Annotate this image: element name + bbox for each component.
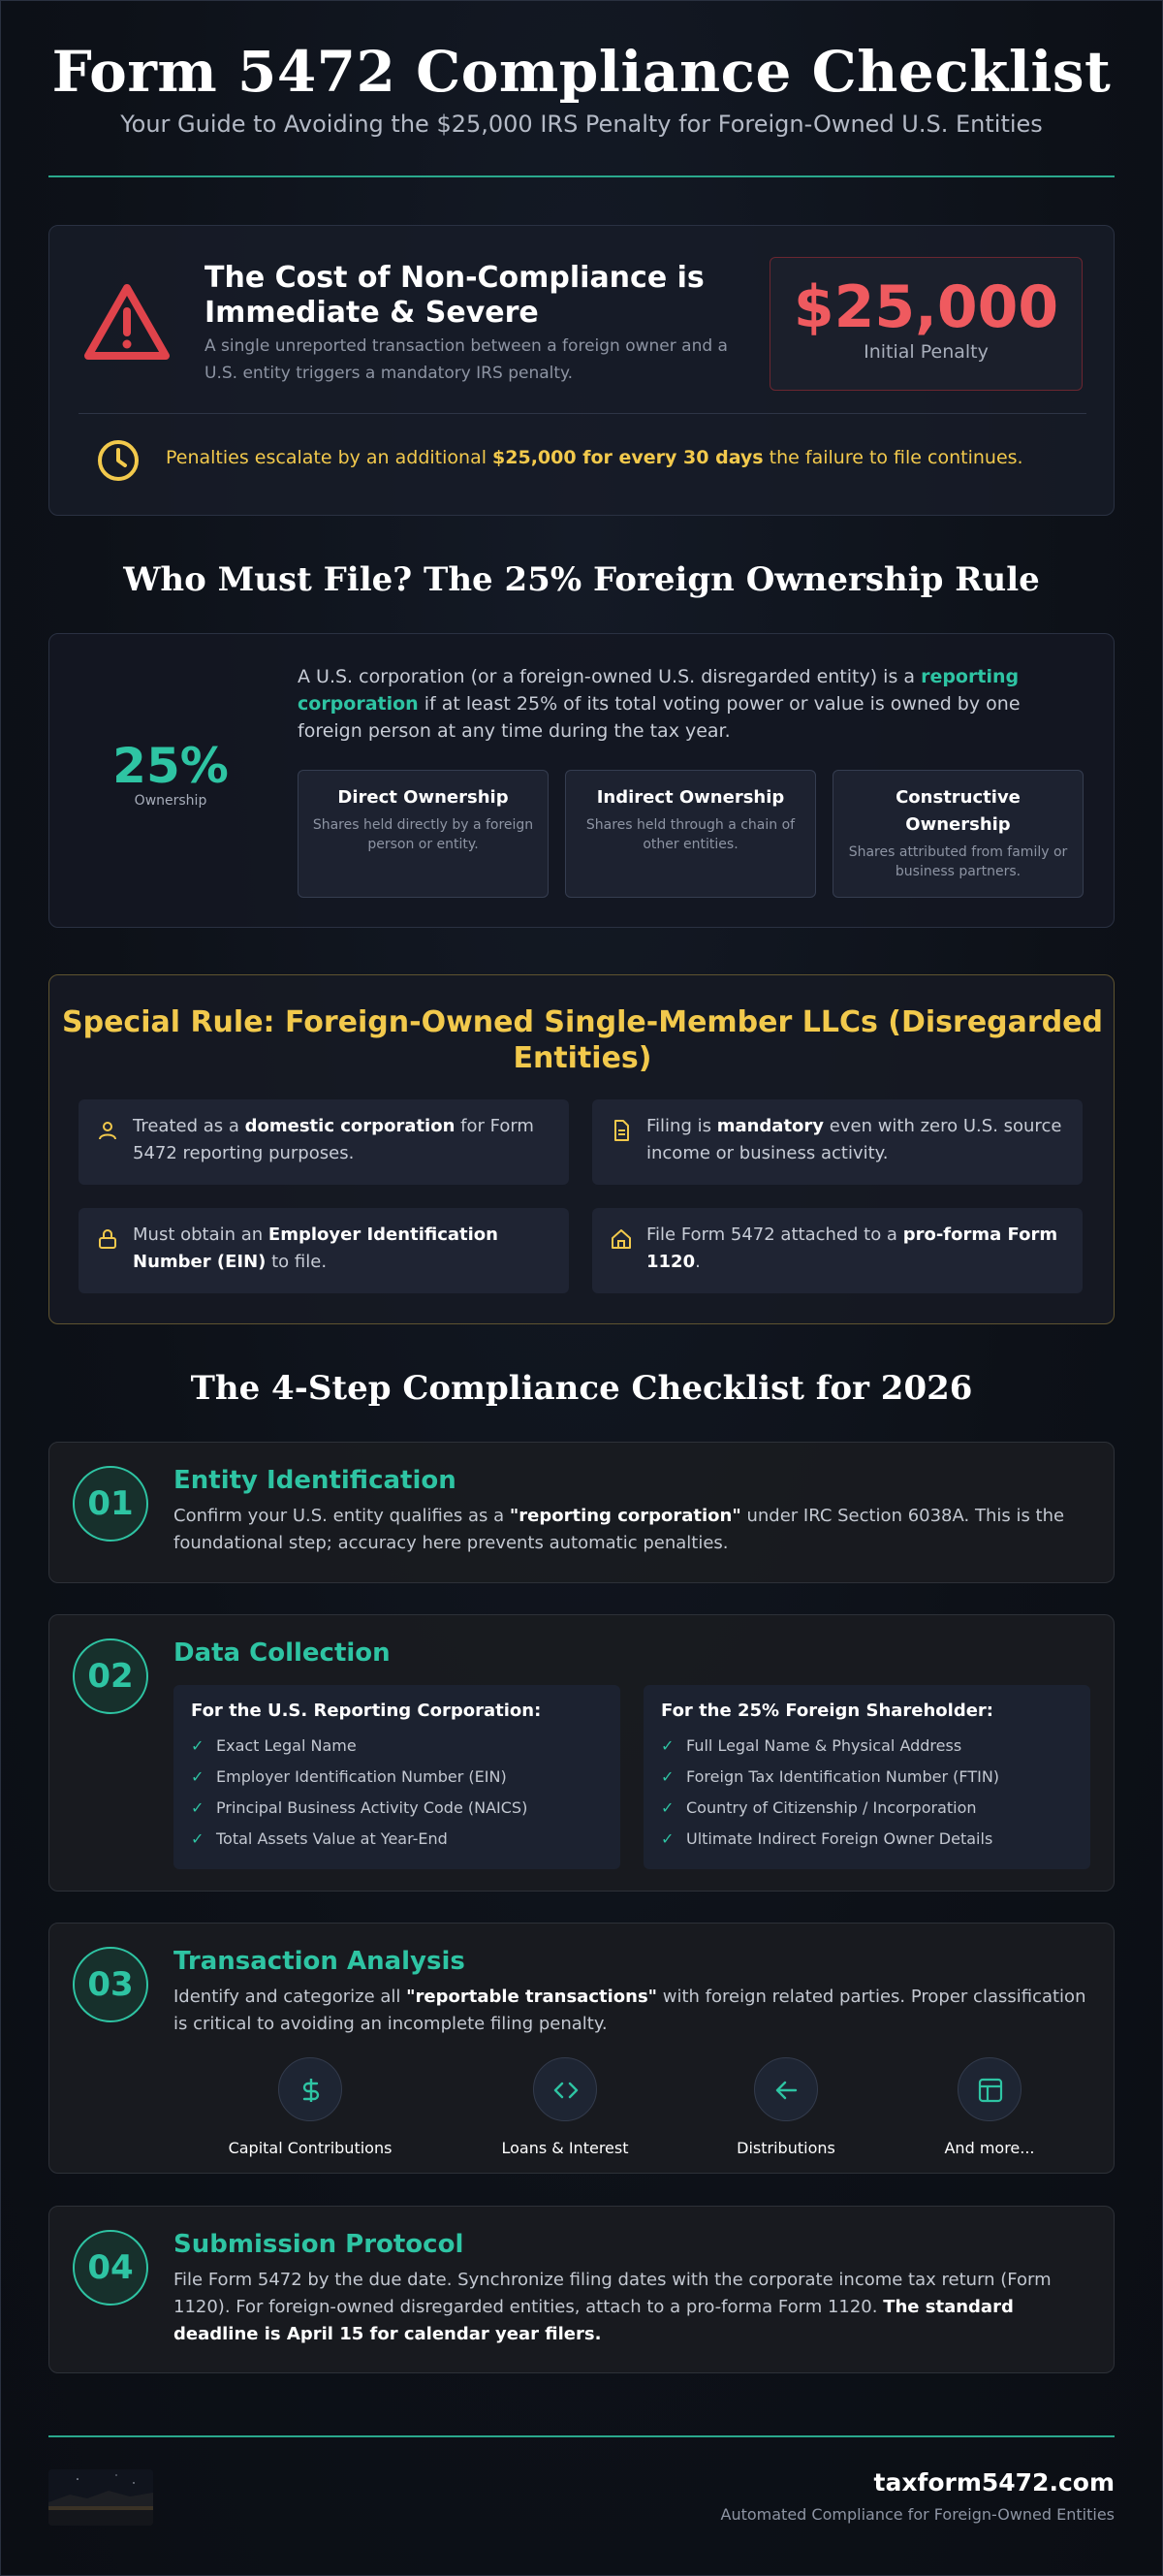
cost-description: A single unreported transaction between a foreign owner and a U.S. entity triggers a mandatory IRS penalty. [204, 336, 728, 383]
page-title: Form 5472 Compliance Checklist [51, 39, 1112, 105]
check-icon: ✓ [661, 1798, 675, 1817]
list-item: ✓ Principal Business Activity Code (NAICS) [191, 1793, 603, 1824]
ownership-card [48, 633, 1115, 928]
cost-title: The Cost of Non-Compliance is Immediate & Severe [204, 261, 705, 330]
step-3-title: Transaction Analysis [173, 1947, 465, 1976]
clock-icon [96, 438, 141, 483]
step-4-number: 04 [73, 2230, 148, 2306]
home-icon [610, 1227, 633, 1251]
ownership-section-title: Who Must File? The 25% Foreign Ownership Rule [123, 560, 1040, 599]
check-icon: ✓ [661, 1829, 675, 1848]
transaction-loans: Loans & Interest [458, 2057, 672, 2157]
checklist-title: The 4-Step Compliance Checklist for 2026 [190, 1369, 973, 1408]
footer-divider [48, 2435, 1115, 2437]
special-item-domestic: Treated as a domestic corporation for Form 5472 reporting purposes. [79, 1099, 569, 1185]
cost-divider [79, 413, 1086, 414]
warning-icon [82, 282, 172, 364]
penalty-amount: $25,000 [793, 273, 1059, 341]
list-item: ✓ Foreign Tax Identification Number (FTIN) [661, 1762, 1073, 1793]
corp-data-box [173, 1685, 620, 1869]
layout-icon [977, 2077, 1004, 2104]
ownership-type-constructive: Constructive Ownership Shares attributed from family or business partners. [833, 770, 1084, 898]
check-icon: ✓ [661, 1767, 675, 1786]
footer-site[interactable]: taxform5472.com [873, 2468, 1115, 2496]
escalation-note: Penalties escalate by an additional $25,000 for every 30 days the failure to file continues. [166, 447, 1023, 468]
footer-tagline: Automated Compliance for Foreign-Owned Entities [720, 2505, 1115, 2524]
percent-label: Ownership [134, 793, 207, 809]
footer-thumbnail [48, 2469, 153, 2526]
holder-heading: For the 25% Foreign Shareholder: [661, 1701, 994, 1721]
step-3-card [48, 1923, 1115, 2174]
corp-heading: For the U.S. Reporting Corporation: [191, 1701, 542, 1721]
step-1-card [48, 1442, 1115, 1583]
header-divider [48, 175, 1115, 177]
check-icon: ✓ [661, 1736, 675, 1755]
ownership-text: A U.S. corporation (or a foreign-owned U.S. disregarded entity) is a reporting corporation if at least 25% of its total voting power or value is owned by one foreign person at any time during the tax year. [298, 666, 1021, 742]
step-1-number: 01 [73, 1466, 148, 1542]
transaction-distributions: Distributions [679, 2057, 893, 2157]
page-header [48, 39, 1115, 138]
list-item: ✓ Ultimate Indirect Foreign Owner Details [661, 1824, 1073, 1855]
step-4-text: File Form 5472 by the due date. Synchronize filing dates with the corporate income tax return (Form 1120). For foreign-owned disregarded entities, attach to a pro-forma Form 1120. The standard deadline is April 15 for calendar year filers. [173, 2270, 1052, 2344]
list-item: ✓ Full Legal Name & Physical Address [661, 1731, 1073, 1762]
special-rule-card [48, 974, 1115, 1324]
step-1-text: Confirm your U.S. entity qualifies as a "reporting corporation" under IRC Section 6038A. This is the foundational step; accuracy here prevents automatic penalties. [173, 1506, 1065, 1553]
step-4-card [48, 2206, 1115, 2373]
check-icon: ✓ [191, 1736, 204, 1755]
document-icon [610, 1119, 633, 1142]
check-icon: ✓ [191, 1829, 204, 1848]
holder-data-box [644, 1685, 1090, 1869]
user-icon [96, 1119, 119, 1142]
transaction-capital: Capital Contributions [204, 2057, 417, 2157]
penalty-label: Initial Penalty [864, 341, 989, 363]
check-icon: ✓ [191, 1767, 204, 1786]
ownership-type-indirect: Indirect Ownership Shares held through a chain of other entities. [565, 770, 816, 898]
cost-card [48, 225, 1115, 516]
lock-icon [96, 1227, 119, 1251]
special-item-mandatory: Filing is mandatory even with zero U.S. source income or business activity. [592, 1099, 1083, 1185]
arrow-left-icon [773, 2077, 801, 2104]
percent-value: 25% [112, 738, 229, 794]
check-icon: ✓ [191, 1798, 204, 1817]
landscape-image [48, 2469, 153, 2526]
list-item: ✓ Country of Citizenship / Incorporation [661, 1793, 1073, 1824]
transaction-more: And more... [883, 2057, 1096, 2157]
page-subtitle: Your Guide to Avoiding the $25,000 IRS Penalty for Foreign-Owned U.S. Entities [120, 111, 1043, 138]
ownership-percent [88, 739, 253, 809]
penalty-box [770, 257, 1083, 391]
step-3-number: 03 [73, 1947, 148, 2022]
special-rule-title: Special Rule: Foreign-Owned Single-Member LLCs (Disregarded Entities) [61, 1005, 1103, 1075]
code-icon [552, 2077, 580, 2104]
step-1-title: Entity Identification [173, 1466, 456, 1495]
step-2-title: Data Collection [173, 1638, 391, 1668]
step-3-text: Identify and categorize all "reportable transactions" with foreign related parties. Proper classification is critical to avoiding an incomplete filing penalty. [173, 1987, 1086, 2034]
ownership-type-direct: Direct Ownership Shares held directly by a foreign person or entity. [298, 770, 549, 898]
list-item: ✓ Total Assets Value at Year-End [191, 1824, 603, 1855]
list-item: ✓ Exact Legal Name [191, 1731, 603, 1762]
step-2-number: 02 [73, 1638, 148, 1714]
step-4-title: Submission Protocol [173, 2230, 464, 2259]
step-2-card [48, 1614, 1115, 1892]
special-item-ein: Must obtain an Employer Identification Number (EIN) to file. [79, 1208, 569, 1293]
list-item: ✓ Employer Identification Number (EIN) [191, 1762, 603, 1793]
dollar-icon [298, 2077, 325, 2104]
special-item-proforma: File Form 5472 attached to a pro-forma Form 1120. [592, 1208, 1083, 1293]
